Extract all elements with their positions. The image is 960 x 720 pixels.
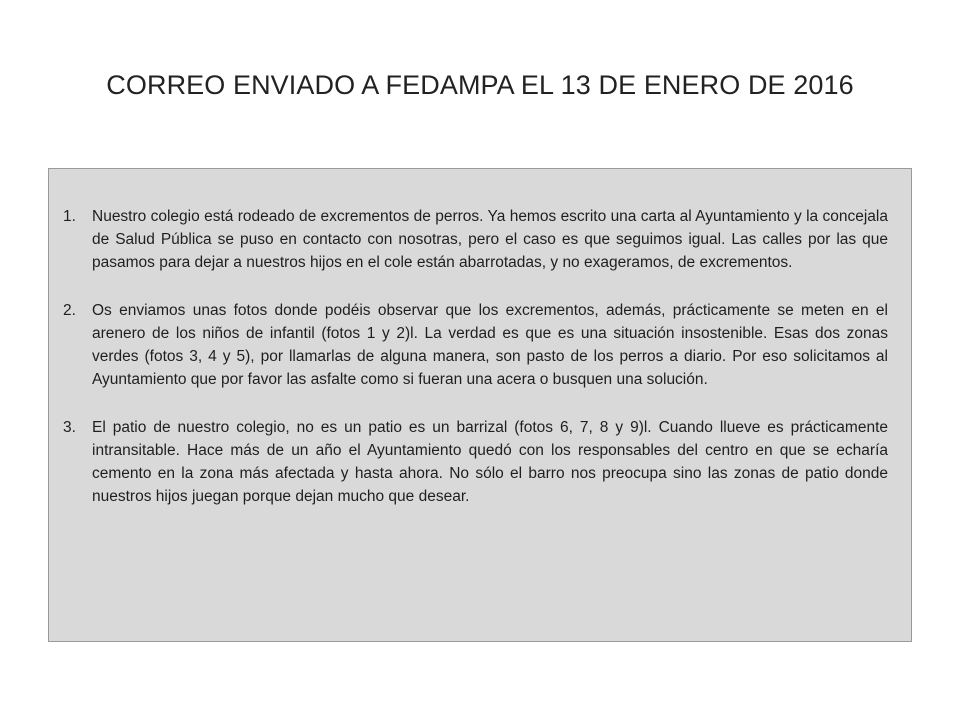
content-box (48, 168, 912, 642)
list-item (63, 299, 888, 391)
list-item-number: 2. (63, 302, 76, 319)
list-item-text: El patio de nuestro colegio, no es un patio es un barrizal (fotos 6, 7, 8 y 9)l. Cuando llueve es prácticamente intransitable. Hace más de un año el Ayuntamiento quedó con los responsables del centro en que se echaría cemento en la zona más afectada y hasta ahora. No sólo el barro nos preocupa sino las zonas de patio donde nuestros hijos juegan porque dejan mucho que desear. (92, 419, 888, 505)
list-item (63, 205, 888, 274)
list-item-text: Os enviamos unas fotos donde podéis observar que los excrementos, además, prácticamente se meten en el arenero de los niños de infantil (fotos 1 y 2)l. La verdad es que es una situación insostenible. Esas dos zonas verdes (fotos 3, 4 y 5), por llamarlas de alguna manera, son pasto de los perros a diario. Por eso solicitamos al Ayuntamiento que por favor las asfalte como si fueran una acera o busquen una solución. (92, 302, 888, 388)
list-item-number: 3. (63, 419, 76, 436)
list-item (63, 416, 888, 508)
numbered-list (63, 205, 888, 508)
list-item-text: Nuestro colegio está rodeado de excrementos de perros. Ya hemos escrito una carta al Ayuntamiento y la concejala de Salud Pública se puso en contacto con nosotras, pero el caso es que seguimos igual. Las calles por las que pasamos para dejar a nuestros hijos en el cole están abarrotadas, y no exageramos, de excrementos. (92, 208, 888, 271)
slide-title: CORREO ENVIADO A FEDAMPA EL 13 DE ENERO DE 2016 (106, 70, 854, 100)
list-item-number: 1. (63, 208, 76, 225)
